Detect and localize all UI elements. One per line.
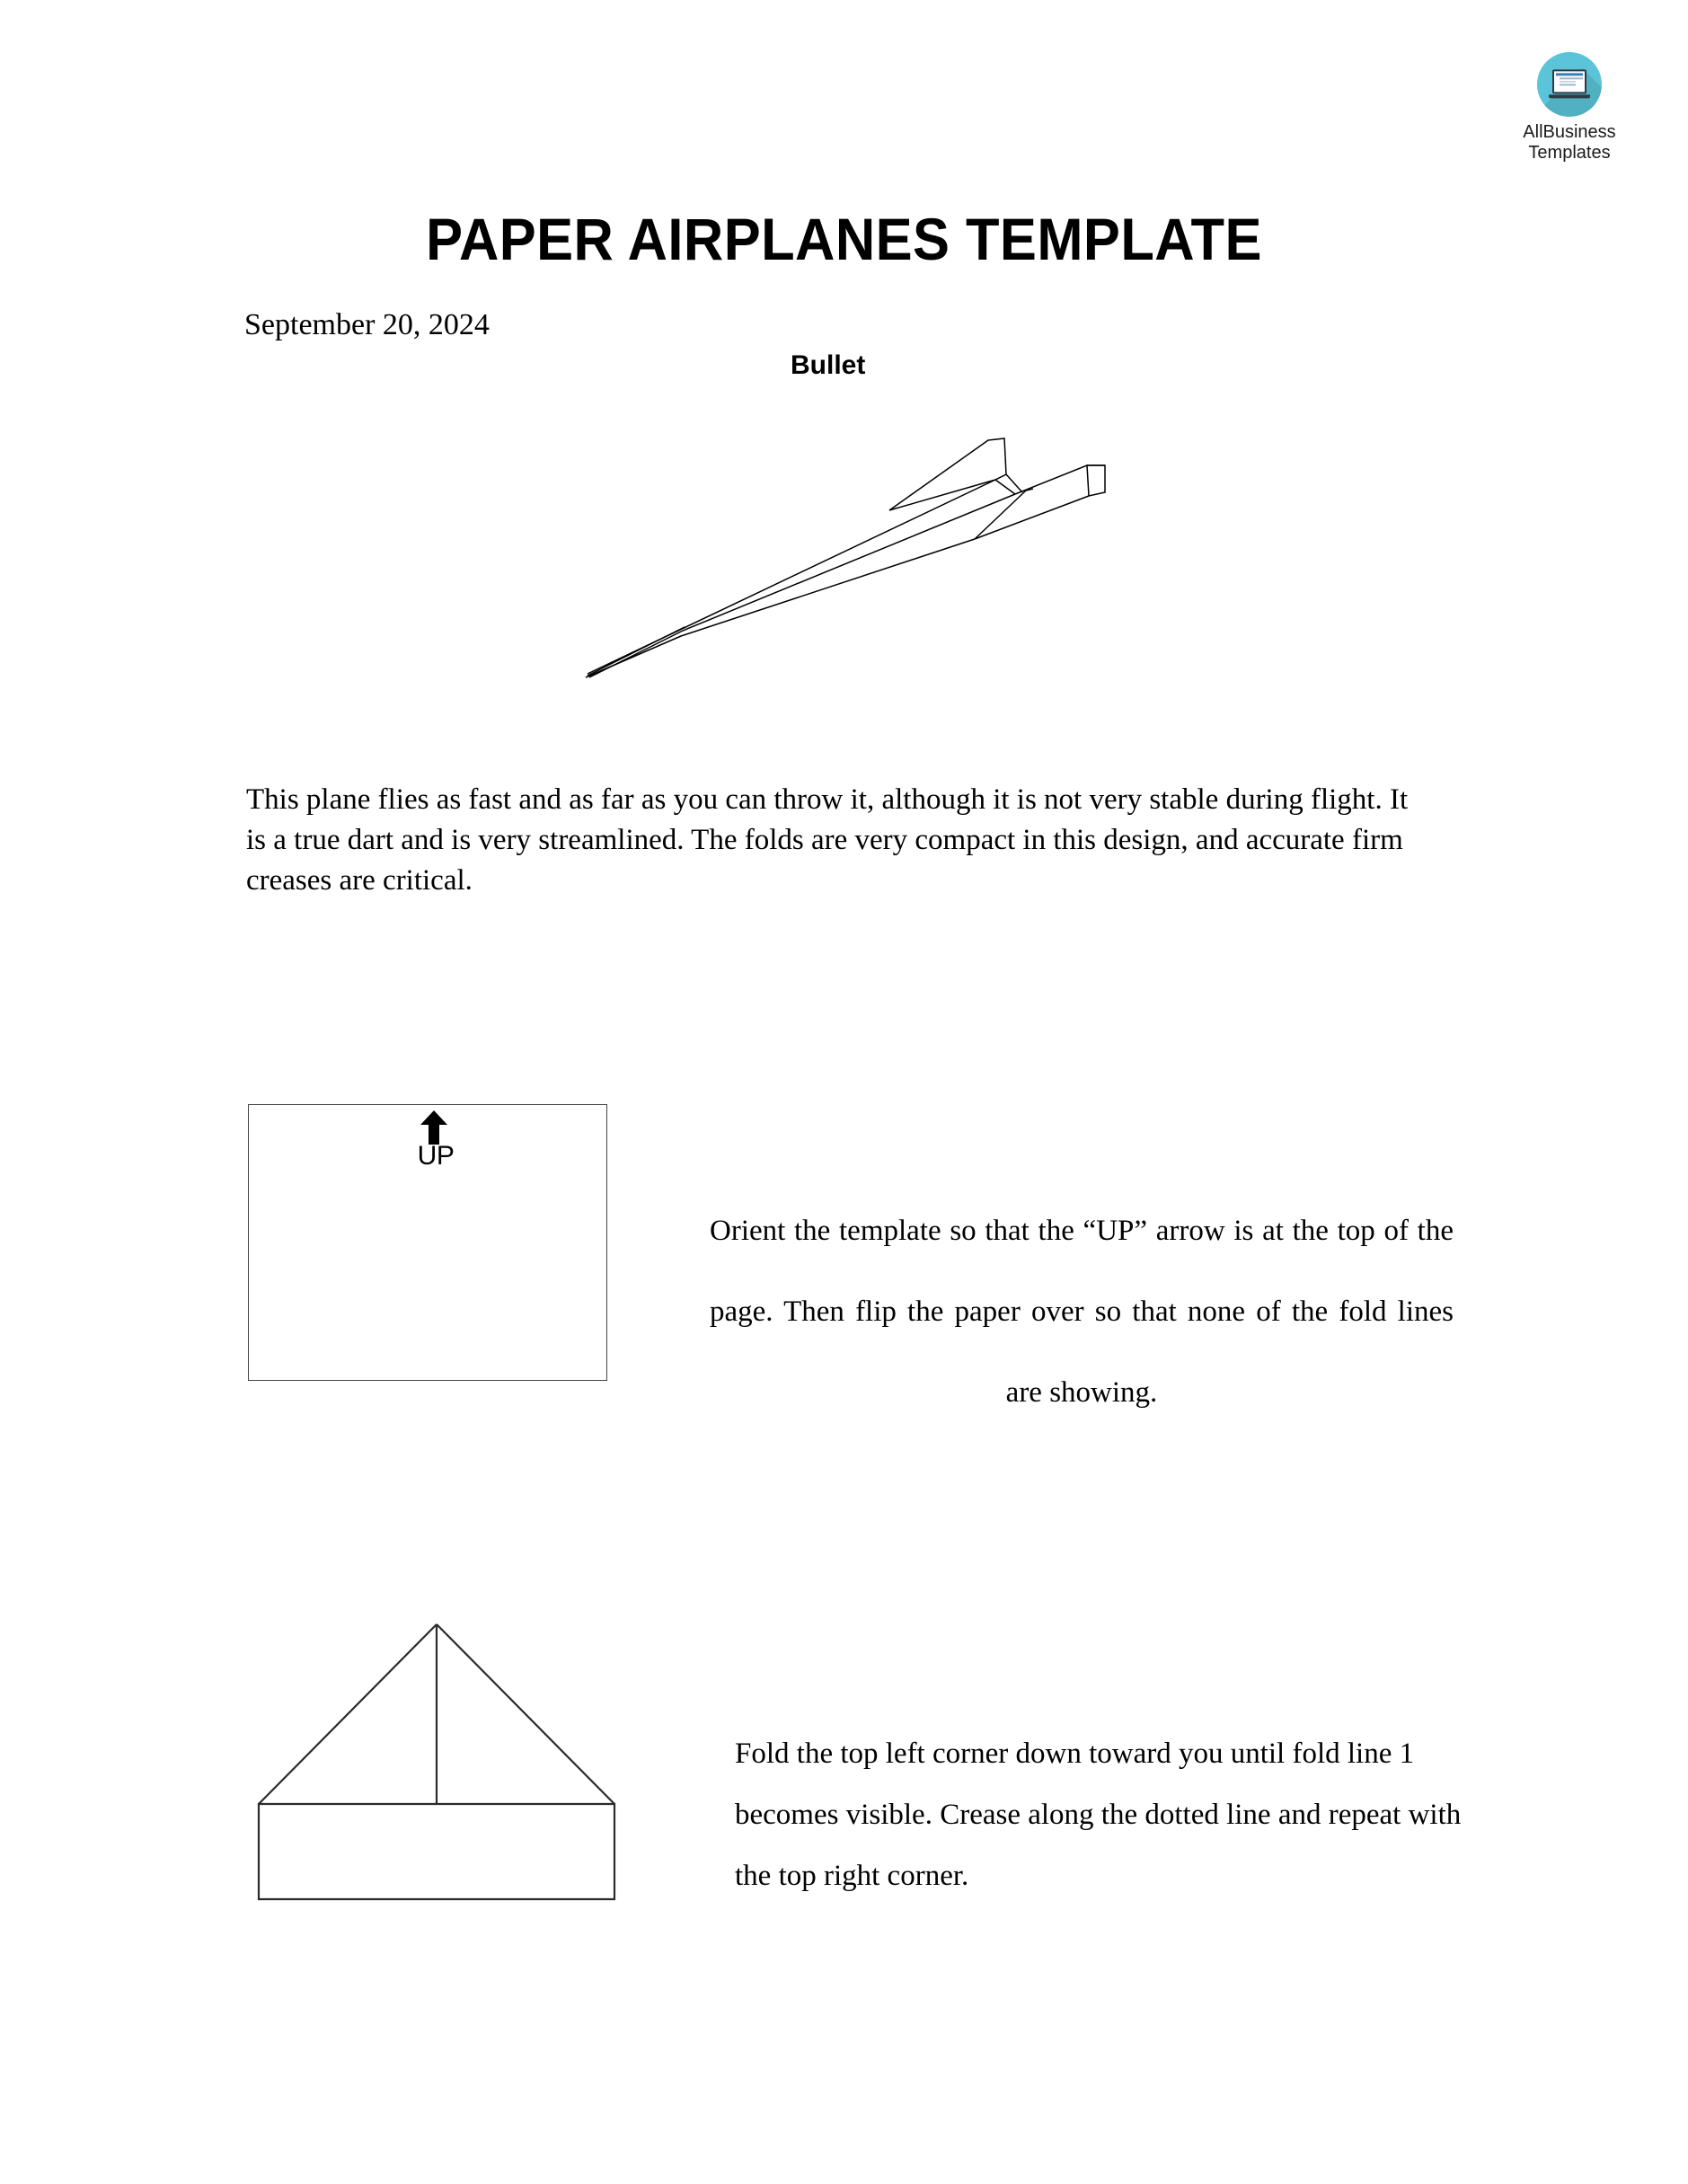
laptop-icon: [1537, 52, 1602, 117]
brand-name-line1: AllBusiness: [1523, 122, 1616, 142]
up-arrow-label: UP: [417, 1141, 455, 1171]
page-title: PAPER AIRPLANES TEMPLATE: [426, 206, 1262, 272]
up-arrow-icon: [419, 1110, 449, 1145]
step-2-instruction: Fold the top left corner down toward you until fold line 1 becomes visible. Crease along the dotted line and repeat with the top right corner.: [735, 1737, 1462, 1892]
brand-logo: [1489, 52, 1650, 164]
fold-triangle-diagram: [248, 1614, 625, 1910]
step-1-instruction: Orient the template so that the “UP” arrow is at the top of the page. Then flip the paper over so that none of the fold lines are showing.: [710, 1215, 1454, 1409]
document-date: September 20, 2024: [244, 308, 490, 341]
paper-airplane-illustration: [566, 411, 1132, 690]
brand-name-line2: Templates: [1528, 143, 1611, 163]
intro-paragraph: This plane flies as fast and as far as you can throw it, although it is not very stable during flight. It is a true dart and is very streamlined. The folds are very compact in this design, and accurate firm creases are critical.: [246, 783, 1409, 897]
model-name-heading: Bullet: [791, 350, 866, 380]
template-sheet-diagram: [248, 1104, 607, 1381]
